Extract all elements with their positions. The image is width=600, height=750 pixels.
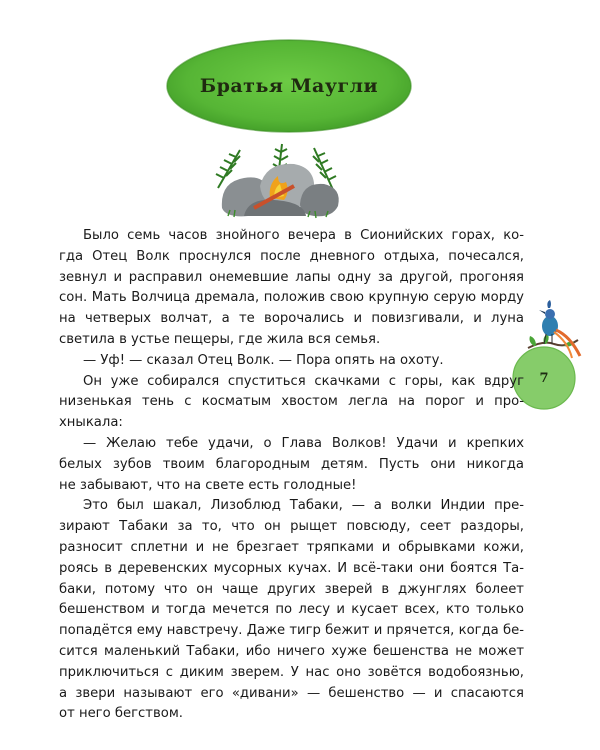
text-line: белых зубов твоим благородным детям. Пусть они никогда [59, 456, 524, 472]
text-line: Было семь часов знойного вечера в Сионийских горах, ко- [83, 228, 524, 243]
text-line: попадётся ему навстречу. Даже тигр бежит и прячется, когда бе- [59, 623, 524, 639]
rocks-campfire-illustration [208, 138, 350, 220]
text-line: Он уже собирался спуститься скачками с горы, как вдруг [83, 373, 524, 389]
text-line: сится маленький Табаки, ибо ничего хуже бешенства не может [59, 643, 524, 659]
paragraph [59, 434, 524, 496]
text-line: Это был шакал, Лизоблюд Табаки, — а волки Индии пре- [83, 498, 524, 514]
paragraph [59, 226, 524, 351]
chapter-title: Братья Маугли [199, 75, 379, 97]
text-line: а звери называют его «дивани» — бешенство — и спасаются [59, 685, 524, 701]
text-line: бешенством и тогда мечется по лесу и кусает всех, кто только [59, 602, 524, 618]
paragraph [59, 496, 524, 725]
text-line: гда Отец Волк проснулся после дневного отдыха, почесался, [59, 248, 524, 264]
page-number: 7 [539, 370, 549, 386]
text-line: — Желаю тебе удачи, о Глава Волков! Удачи и крепких [83, 435, 524, 451]
text-line: роясь в деревенских мусорных кучах. И всё-таки они боятся Та- [59, 560, 524, 576]
text-line: от него бегством. [59, 706, 183, 722]
text-line: зевнул и расправил онемевшие лапы одну за другой, прогоняя [59, 269, 524, 285]
text-line: хныкала: [59, 415, 123, 431]
text-line: зирают Табаки за то, что он рыщет повсюду, сеет раздоры, [59, 519, 524, 535]
text-line: светила в устье пещеры, где жила вся семья. [59, 331, 381, 347]
text-line: приключиться с диким зверем. У нас оно зовётся водобоязнью, [59, 664, 524, 680]
text-line: — Уф! — сказал Отец Волк. — Пора опять на охоту. [83, 352, 444, 368]
text-line: низенькая тень с косматым хвостом легла на порог и про- [59, 394, 524, 410]
chapter-body-text [59, 226, 524, 725]
text-line: разносит сплетни и не брезгает тряпками и обрывками кожи, [59, 539, 524, 555]
text-line: на четверых волчат, а те ворочались и повизгивали, и луна [59, 311, 524, 327]
paragraph [59, 372, 524, 434]
text-line: не забывают, что на свете есть голодные! [59, 477, 357, 493]
paragraph [59, 351, 524, 372]
text-line: сон. Мать Волчица дремала, положив свою крупную серую морду [59, 290, 524, 306]
text-line: баки, потому что он чаще других зверей в джунглях болеет [59, 581, 524, 597]
